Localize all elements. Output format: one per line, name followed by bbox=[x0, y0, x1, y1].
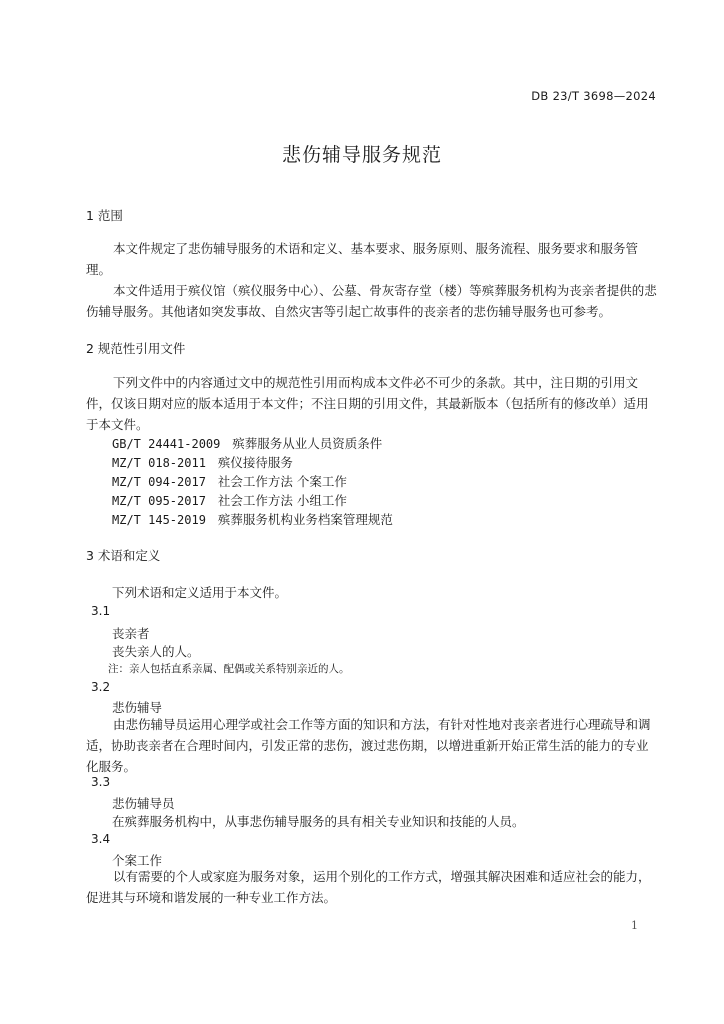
term-definition: 在殡葬服务机构中，从事悲伤辅导服务的具有相关专业知识和技能的人员。 bbox=[112, 814, 525, 829]
reference-title: 殡仪接待服务 bbox=[217, 455, 293, 470]
term-definition: 丧失亲人的人。 bbox=[112, 644, 200, 659]
section-heading-normative-references: 2 规范性引用文件 bbox=[86, 341, 186, 356]
paragraph: 本文件适用于殡仪馆（殡仪服务中心）、公墓、骨灰寄存堂（楼）等殡葬服务机构为丧亲者提供的悲伤辅导服务。其他诸如突发事故、自然灾害等引起亡故事件的丧亲者的悲伤辅导服务也可参考。 bbox=[86, 283, 657, 319]
section-heading-scope: 1 范围 bbox=[86, 208, 123, 223]
reference-title: 社会工作方法 个案工作 bbox=[217, 474, 347, 489]
reference-code: MZ/T 094-2017 bbox=[112, 475, 206, 489]
term-number: 3.2 bbox=[91, 680, 111, 694]
reference-item bbox=[112, 472, 347, 490]
term-number: 3.4 bbox=[91, 832, 111, 846]
reference-item bbox=[112, 434, 382, 452]
term-name: 丧亲者 bbox=[112, 626, 150, 641]
reference-item bbox=[112, 453, 293, 471]
paragraph: 下列术语和定义适用于本文件。 bbox=[112, 585, 288, 600]
reference-code: MZ/T 145-2019 bbox=[112, 513, 206, 527]
section-heading-terms-definitions: 3 术语和定义 bbox=[86, 548, 161, 563]
term-definition: 以有需要的个人或家庭为服务对象，运用个别化的工作方式，增强其解决困难和适应社会的能力，促进其与环境和谐发展的一种专业工作方法。 bbox=[86, 869, 651, 905]
term-name: 悲伤辅导员 bbox=[112, 796, 175, 811]
paragraph: 下列文件中的内容通过文中的规范性引用而构成本文件必不可少的条款。其中，注日期的引用文件，仅该日期对应的版本适用于本文件；不注日期的引用文件，其最新版本（包括所有的修改单）适用于本文件。 bbox=[86, 375, 649, 432]
reference-item bbox=[112, 510, 393, 528]
reference-title: 社会工作方法 小组工作 bbox=[217, 493, 347, 508]
term-name: 悲伤辅导 bbox=[112, 700, 163, 715]
reference-code: MZ/T 095-2017 bbox=[112, 494, 206, 508]
reference-title: 殡葬服务机构业务档案管理规范 bbox=[217, 512, 393, 527]
reference-title: 殡葬服务从业人员资质条件 bbox=[232, 436, 383, 451]
term-note: 注：亲人包括直系亲属、配偶或关系特别亲近的人。 bbox=[108, 663, 350, 675]
term-number: 3.3 bbox=[91, 775, 111, 789]
term-name: 个案工作 bbox=[112, 853, 163, 868]
term-definition: 由悲伤辅导员运用心理学或社会工作等方面的知识和方法，有针对性地对丧亲者进行心理疏导和调适，协助丧亲者在合理时间内，引发正常的悲伤，渡过悲伤期，以增进重新开始正常生活的能力的专业化服务。 bbox=[86, 717, 651, 774]
standard-code: DB 23/T 3698—2024 bbox=[531, 89, 656, 103]
term-number: 3.1 bbox=[91, 604, 111, 618]
paragraph: 本文件规定了悲伤辅导服务的术语和定义、基本要求、服务原则、服务流程、服务要求和服务管理。 bbox=[86, 241, 639, 277]
document-title: 悲伤辅导服务规范 bbox=[281, 144, 442, 166]
reference-code: GB/T 24441-2009 bbox=[112, 437, 221, 451]
reference-code: MZ/T 018-2011 bbox=[112, 456, 206, 470]
reference-item bbox=[112, 491, 347, 509]
page-number: 1 bbox=[631, 919, 638, 932]
